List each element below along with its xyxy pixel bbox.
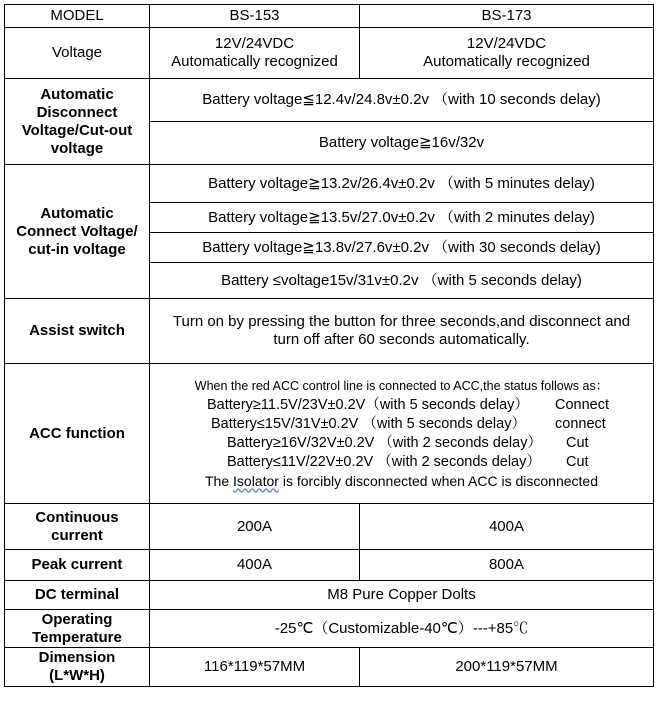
acc-cond-2: Battery≤15V/31V±0.2V （with 5 seconds delay） — [211, 415, 526, 432]
disconnect-label — [5, 79, 150, 165]
header-bs173: BS-173 — [360, 5, 654, 28]
voltage-row — [5, 28, 654, 79]
temperature-row — [5, 610, 654, 648]
acc-cond-4: Battery≤11V/22V±0.2V （with 2 seconds delay） — [227, 453, 541, 470]
assist-line2: turn off after 60 seconds automatically. — [273, 331, 530, 348]
header-row — [5, 5, 654, 28]
continuous-label-line1: Continuous — [35, 508, 119, 526]
terminal-value: M8 Pure Copper Dolts — [150, 581, 654, 610]
temperature-value: -25℃（Customizable-40℃）---+85℃ — [150, 610, 654, 648]
temperature-label — [5, 610, 150, 648]
terminal-label: DC terminal — [5, 581, 150, 610]
continuous-bs173: 400A — [360, 504, 654, 550]
acc-footer-post: is forcibly disconnected when ACC is disconnected — [278, 472, 598, 489]
temperature-label-line2: Temperature — [32, 628, 122, 646]
continuous-bs153: 200A — [150, 504, 360, 550]
continuous-label-line2: current — [51, 526, 103, 544]
dimension-row — [5, 648, 654, 687]
terminal-row — [5, 581, 654, 610]
connect-row-1 — [5, 165, 654, 203]
disconnect-label-line2: Disconnect — [36, 103, 118, 121]
spec-table — [4, 4, 654, 687]
connect-label-line1: Automatic — [40, 204, 114, 222]
acc-footer — [156, 472, 647, 491]
disconnect-row-1 — [5, 79, 654, 122]
dimension-bs173: 200*119*57MM — [360, 648, 654, 687]
assist-value — [150, 299, 654, 364]
voltage-bs173-line1: 12V/24VDC — [466, 35, 547, 52]
disconnect-label-line3: Voltage/Cut-out — [21, 121, 133, 139]
voltage-bs153 — [150, 28, 360, 79]
connect-label — [5, 165, 150, 299]
acc-cond-3: Battery≥16V/32V±0.2V （with 2 seconds delay） — [227, 434, 542, 451]
assist-line1: Turn on by pressing the button for three seconds,and disconnect and — [172, 313, 631, 330]
disconnect-label-line4: voltage — [50, 139, 104, 157]
continuous-label — [5, 504, 150, 550]
acc-action-2: connect — [555, 415, 606, 432]
peak-bs173: 800A — [360, 550, 654, 581]
header-model: MODEL — [5, 5, 150, 28]
acc-intro: When the red ACC control line is connected to ACC,the status follows as： — [194, 378, 609, 393]
peak-bs153: 400A — [150, 550, 360, 581]
connect-value-2: Battery voltage≧13.5v/27.0v±0.2v （with 2 minutes delay) — [150, 203, 654, 233]
voltage-bs153-line1: 12V/24VDC — [214, 35, 295, 52]
acc-cond-1: Battery≥11.5V/23V±0.2V（with 5 seconds delay） — [207, 396, 529, 413]
voltage-bs153-line2: Automatically recognized — [171, 53, 338, 70]
dimension-label-line2: (L*W*H) — [49, 667, 105, 684]
acc-row — [5, 364, 654, 504]
dimension-bs153: 116*119*57MM — [150, 648, 360, 687]
assist-label: Assist switch — [5, 299, 150, 364]
voltage-label: Voltage — [5, 28, 150, 79]
connect-value-1: Battery voltage≧13.2v/26.4v±0.2v （with 5 minutes delay) — [150, 165, 654, 203]
disconnect-value-1: Battery voltage≦12.4v/24.8v±0.2v （with 10 seconds delay) — [150, 79, 654, 122]
disconnect-label-line1: Automatic — [40, 85, 114, 103]
acc-action-3: Cut — [566, 434, 589, 451]
temperature-label-line1: Operating — [41, 610, 113, 628]
voltage-bs173-line2: Automatically recognized — [423, 53, 590, 70]
acc-action-4: Cut — [566, 453, 589, 470]
connect-label-line3: cut-in voltage — [28, 240, 126, 258]
acc-conditions — [156, 396, 647, 472]
dimension-label — [5, 648, 150, 687]
acc-footer-pre: The — [205, 472, 234, 489]
assist-row — [5, 299, 654, 364]
acc-action-1: Connect — [555, 396, 610, 413]
connect-value-4: Battery ≤voltage15v/31v±0.2v （with 5 seconds delay) — [150, 263, 654, 299]
header-bs153: BS-153 — [150, 5, 360, 28]
connect-value-3: Battery voltage≧13.8v/27.6v±0.2v （with 30 seconds delay) — [150, 233, 654, 263]
disconnect-value-2: Battery voltage≧16v/32v — [150, 122, 654, 165]
peak-row — [5, 550, 654, 581]
acc-footer-isolator: Isolator — [233, 472, 279, 489]
acc-value — [150, 364, 654, 504]
continuous-row — [5, 504, 654, 550]
connect-label-line2: Connect Voltage/ — [16, 222, 138, 240]
peak-label: Peak current — [5, 550, 150, 581]
voltage-bs173 — [360, 28, 654, 79]
acc-label: ACC function — [5, 364, 150, 504]
dimension-label-line1: Dimension — [38, 649, 116, 666]
